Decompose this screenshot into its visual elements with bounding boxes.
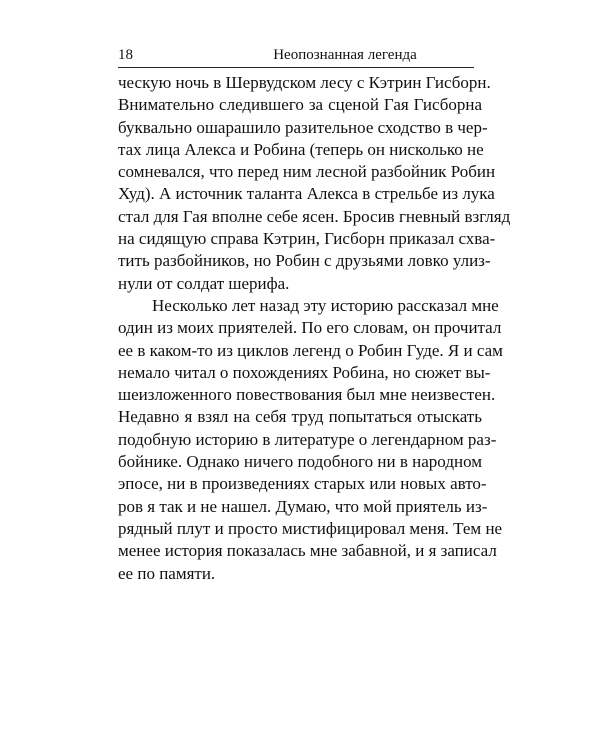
paragraph-2 bbox=[118, 295, 503, 585]
text-line: ческую ночь в Шервудском лесу с Кэтрин Гисборн. bbox=[118, 73, 491, 92]
text-line: Несколько лет назад эту историю рассказал мне bbox=[152, 295, 499, 315]
text-line: эпосе, ни в произведениях старых или новых авто- bbox=[118, 474, 487, 494]
running-title: Неопознанная легенда bbox=[273, 47, 417, 63]
body-text bbox=[118, 72, 511, 585]
text-line: тах лица Алекса и Робина (теперь он нисколько не bbox=[118, 139, 484, 159]
text-line: Худ). А источник таланта Алекса в стрельбе из лука bbox=[118, 184, 495, 204]
text-line: один из моих приятелей. По его словам, он прочитал bbox=[118, 318, 502, 338]
text-line: сомневался, что перед ним лесной разбойник Робин bbox=[118, 162, 496, 182]
paragraph-1 bbox=[118, 72, 511, 295]
text-line: стал для Гая вполне себе ясен. Бросив гневный взгляд bbox=[118, 206, 511, 226]
text-line: ее в каком-то из циклов легенд о Робин Гуде. Я и сам bbox=[118, 340, 503, 360]
text-line: шеизложенного повествования был мне неизвестен. bbox=[118, 385, 496, 405]
text-line: тить разбойников, но Робин с друзьями ловко улиз- bbox=[118, 251, 491, 271]
page-number: 18 bbox=[118, 47, 133, 63]
text-line: бойнике. Однако ничего подобного ни в народном bbox=[118, 452, 482, 472]
text-line: рядный плут и просто мистифицировал меня. Тем не bbox=[118, 518, 503, 538]
text-line: подобную историю в литературе о легендарном раз- bbox=[118, 429, 497, 449]
text-line: менее история показалась мне забавной, и я записал bbox=[118, 541, 497, 561]
text-line: нули от солдат шерифа. bbox=[118, 273, 290, 293]
header-rule bbox=[118, 67, 474, 68]
text-line: ров я так и не нашел. Думаю, что мой приятель из- bbox=[118, 496, 488, 516]
text-line: Внимательно следившего за сценой Гая Гисборна bbox=[118, 95, 482, 115]
text-line: немало читал о похождениях Робина, но сюжет вы- bbox=[118, 362, 491, 382]
text-line: ее по памяти. bbox=[118, 563, 216, 583]
text-line: буквально ошарашило разительное сходство в чер- bbox=[118, 117, 488, 137]
text-line: Недавно я взял на себя труд попытаться отыскать bbox=[118, 407, 482, 427]
text-line: на сидящую справа Кэтрин, Гисборн приказал схва- bbox=[118, 229, 496, 249]
